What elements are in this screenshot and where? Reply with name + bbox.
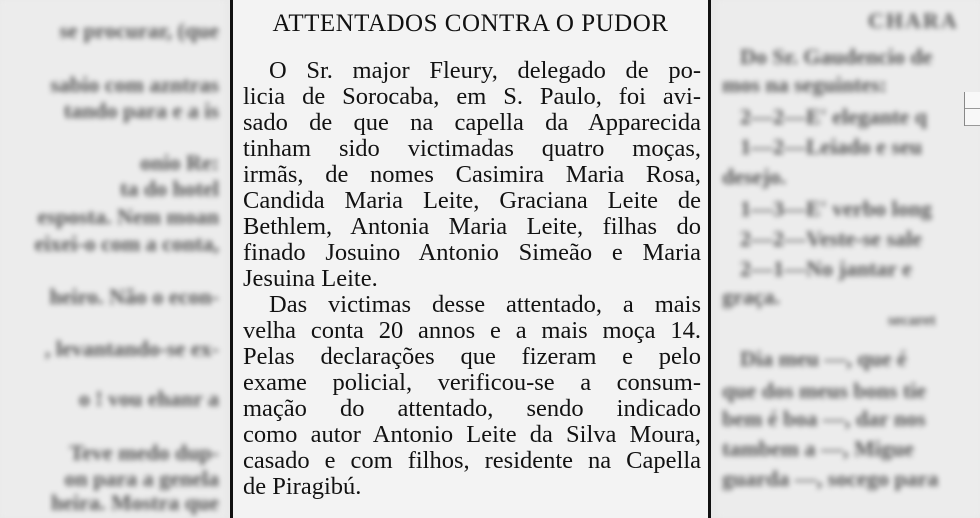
article-line: O Sr. major Fleury, delegado de po- bbox=[269, 57, 701, 84]
right-column-line: 1—3—E' verbo long bbox=[740, 196, 932, 221]
left-column-line: on para a genela bbox=[64, 466, 219, 491]
article-line: Jesuina Leite. bbox=[243, 265, 378, 292]
right-column-line: 2—2—Veste-se sale bbox=[740, 226, 922, 251]
article-line: tinham sido victimadas quatro moças, bbox=[243, 135, 701, 162]
right-column-line: 2—1—No jantar e bbox=[740, 256, 912, 281]
right-column-line: Dia meu —, que é bbox=[740, 346, 907, 371]
article-line: Bethlem, Antonia Maria Leite, filhas do bbox=[243, 213, 701, 240]
article-line: sado de que na capella da Apparecida bbox=[243, 109, 701, 136]
right-column-line: tambem a —, Migue bbox=[722, 436, 914, 461]
article-line: mação do attentado, sendo indicado bbox=[243, 395, 701, 422]
article-body bbox=[243, 58, 701, 500]
left-column-line: sabio com azntras bbox=[50, 72, 219, 97]
left-column-line: Teve medo dup- bbox=[69, 440, 219, 465]
left-column-line: heira. Mostra que bbox=[50, 490, 219, 515]
left-column-line: se procurar, (que bbox=[59, 18, 219, 43]
left-column-line: heiro. Não o econ- bbox=[49, 284, 219, 309]
left-column-line: tando para e a is bbox=[63, 98, 219, 123]
article-line: como autor Antonio Leite da Silva Moura, bbox=[243, 421, 701, 448]
right-column-line: guarda —, socego para bbox=[722, 466, 939, 491]
article-line: de Piragibú. bbox=[243, 473, 362, 500]
right-column-line: que dos meus bons tie bbox=[722, 378, 927, 403]
column-rule-right bbox=[708, 0, 711, 518]
right-column-line: desejo. bbox=[722, 164, 787, 189]
right-column-line: Do Sr. Gaudencio de bbox=[740, 44, 933, 69]
left-column-blurred bbox=[0, 0, 225, 518]
left-column-line: ta do hotel bbox=[120, 176, 219, 201]
article-line: casado e com filhos, residente na Capella bbox=[243, 447, 701, 474]
right-column-line: 1—2—Leiado e seu bbox=[740, 134, 923, 159]
right-column-line: bem é boa —, dar nos bbox=[722, 406, 926, 431]
right-column-line: graça. bbox=[722, 284, 781, 309]
article-line: finado Josuino Antonio Simeão e Maria bbox=[243, 239, 701, 266]
right-column-line: 2—2—E' elegante q bbox=[740, 104, 927, 129]
article-line: licia de Sorocaba, em S. Paulo, foi avi- bbox=[243, 83, 701, 110]
left-column-line: o ! vou ehanr a bbox=[78, 386, 219, 411]
article-line: Pelas declarações que fizeram e pelo bbox=[243, 343, 701, 370]
article-column bbox=[233, 0, 708, 518]
article-line: exame policial, verificou-se a consum- bbox=[243, 369, 701, 396]
article-line: velha conta 20 annos e a mais moça 14. bbox=[243, 317, 701, 344]
right-column-blurred bbox=[718, 0, 980, 518]
article-line: irmãs, de nomes Casimira Maria Rosa, bbox=[243, 161, 701, 188]
viewer-edge-tabs bbox=[964, 92, 980, 126]
article-title: ATTENTADOS CONTRA O PUDOR bbox=[272, 10, 669, 37]
article-line: Das victimas desse attentado, a mais bbox=[269, 291, 701, 318]
left-column-line: onio Re: bbox=[140, 150, 219, 175]
article-line: Candida Maria Leite, Graciana Leite de bbox=[243, 187, 701, 214]
left-column-line: esposta. Nem moan bbox=[37, 204, 219, 229]
left-column-line: , levantando-se ex- bbox=[44, 336, 219, 361]
right-column-heading: CHARA bbox=[868, 8, 959, 33]
right-column-line: mos na seguintes: bbox=[722, 72, 888, 97]
left-column-line: eixei-o com a conta, bbox=[34, 231, 219, 256]
right-column-line: secaret bbox=[888, 312, 936, 329]
